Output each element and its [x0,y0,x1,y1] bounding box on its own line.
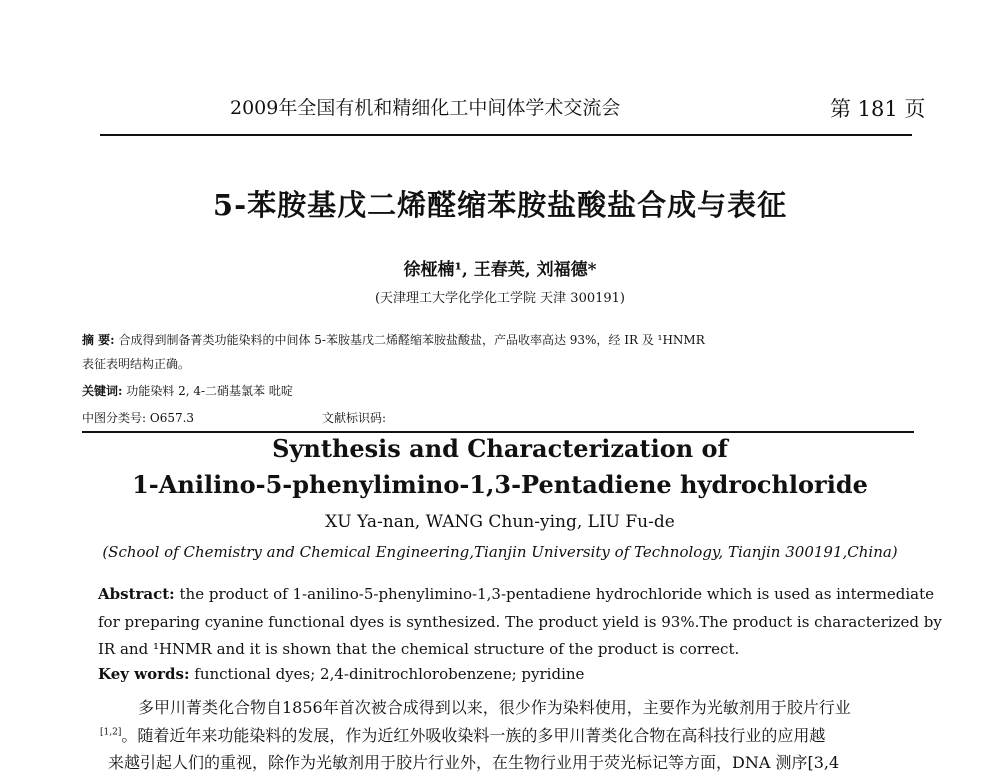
english-abstract-label: Abstract: [98,585,175,603]
chinese-keywords-label: 关键词: [82,384,123,398]
english-title-line1: Synthesis and Characterization of [272,434,728,463]
conference-header: 2009年全国有机和精细化工中间体学术交流会 [230,97,621,119]
document-id: 文献标识码: [322,411,387,425]
english-abstract [98,585,934,603]
english-abstract-line2: for preparing cyanine functional dyes is synthesized. The product yield is 93%.The product is characterized by [98,613,942,631]
chinese-abstract-label: 摘 要: [82,333,115,347]
chinese-authors: 徐桠楠¹, 王春英, 刘福德* [403,260,597,280]
chinese-abstract-line2: 表征表明结构正确。 [82,357,191,371]
english-keywords [98,665,584,683]
english-affiliation: (School of Chemistry and Chemical Engineering,Tianjin University of Technology, Tianjin 300191,China) [102,543,898,561]
page-number: 第 181 页 [830,97,926,121]
section-rule [82,431,914,433]
english-keywords-text: functional dyes; 2,4-dinitrochlorobenzene; pyridine [194,665,585,683]
chinese-keywords [82,382,293,399]
reference-marker: [1,2] [100,727,122,738]
chinese-keywords-text: 功能染料 2, 4-二硝基氯苯 吡啶 [126,384,293,398]
chinese-abstract-line1: 合成得到制备菁类功能染料的中间体 5-苯胺基戊二烯醛缩苯胺盐酸盐，产品收率高达 93%，经 IR 及 ¹HNMR [118,333,705,347]
classification-number: 中图分类号: O657.3 [82,411,195,425]
header-rule [100,134,912,136]
body-paragraph-line3: 来越引起人们的重视，除作为光敏剂用于胶片行业外，在生物行业用于荧光标记等方面，DNA 测序[3,4 [108,753,840,772]
english-abstract-line1: the product of 1-anilino-5-phenylimino-1,3-pentadiene hydrochloride which is used as intermediate [179,585,935,603]
chinese-title: 5-苯胺基戊二烯醛缩苯胺盐酸盐合成与表征 [212,188,788,222]
chinese-abstract [82,331,705,348]
chinese-affiliation: (天津理工大学化学化工学院 天津 300191) [374,291,626,306]
english-title-line2: 1-Anilino-5-phenylimino-1,3-Pentadiene hydrochloride [132,470,868,499]
body-paragraph-line2-text: 。随着近年来功能染料的发展，作为近红外吸收染料一族的多甲川菁类化合物在高科技行业的应用越 [121,726,826,745]
english-keywords-label: Key words: [98,665,190,683]
english-abstract-line3: IR and ¹HNMR and it is shown that the chemical structure of the product is correct. [98,640,740,658]
body-paragraph-line1: 多甲川菁类化合物自1856年首次被合成得到以来，很少作为染料使用，主要作为光敏剂用于胶片行业 [138,698,851,717]
body-paragraph-line2 [100,723,825,746]
english-authors: XU Ya-nan, WANG Chun-ying, LIU Fu-de [325,512,675,532]
